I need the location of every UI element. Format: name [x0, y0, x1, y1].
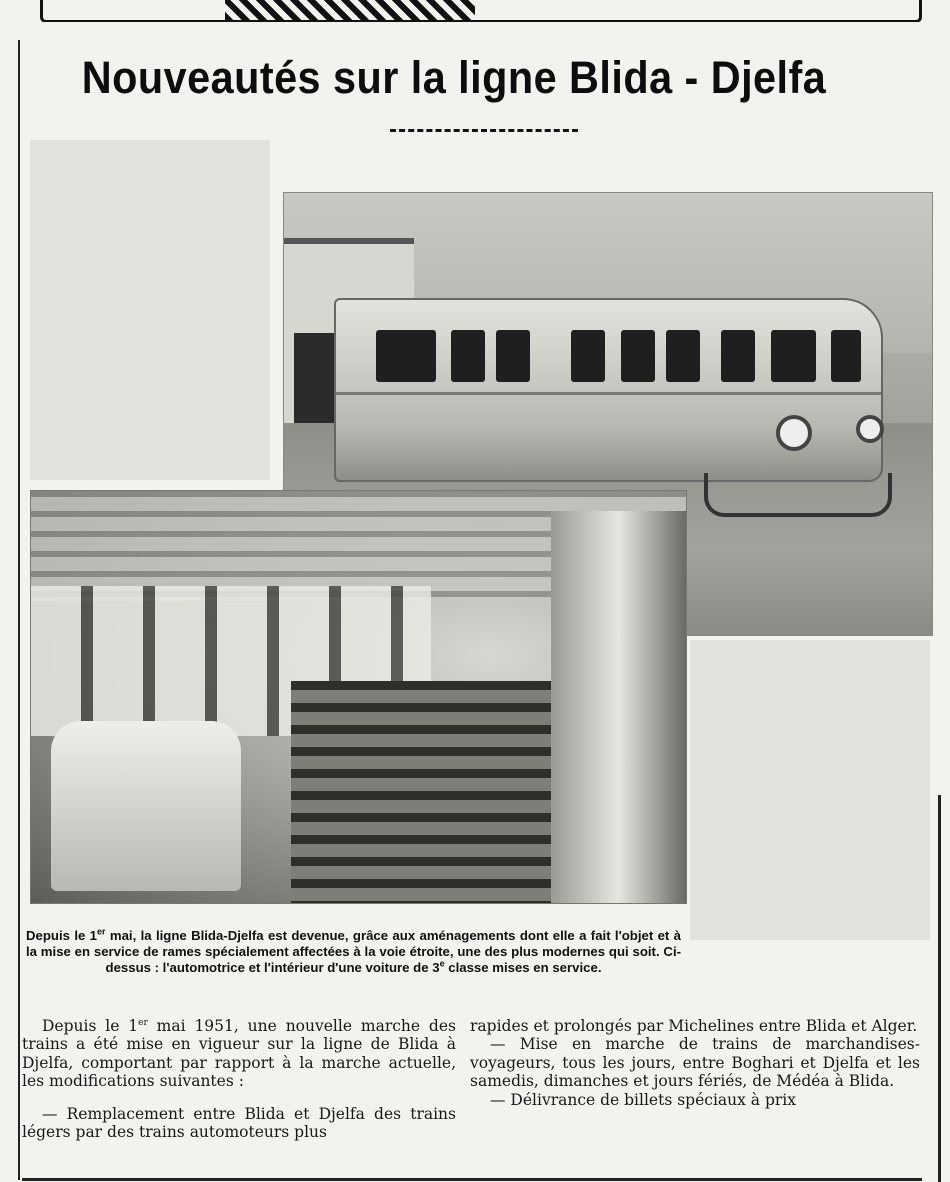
article-paragraph: — Remplacement entre Blida et Djelfa des trains légers par des trains automoteurs plus — [22, 1104, 456, 1142]
bottom-rule — [22, 1178, 922, 1181]
article-paragraph: rapides et prolongés par Michelines entre Blida et Alger. — [470, 1017, 918, 1035]
article-paragraph: Depuis le 1er mai 1951, une nouvelle marche des trains a été mise en vigueur sur la ligne de Blida à Djelfa, comportant par rapport à la marche actuelle, les modifications suivantes : — [22, 1017, 456, 1091]
photo-caption: Depuis le 1er mai, la ligne Blida-Djelfa est devenue, grâce aux aménagements dont elle a fait l'objet et à la mise en service de rames spécialement affectées à la voie étroite, une des plus modernes qui soit. Ci-dessus : l'automotrice et l'intérieur d'une voiture de 3e classe mises en service. — [26, 926, 681, 975]
column-rule-right — [938, 795, 941, 1182]
article-paragraph: — Délivrance de billets spéciaux à prix — [490, 1090, 796, 1109]
article-column-1 — [22, 1017, 456, 1141]
article-column-2 — [470, 1017, 920, 1109]
headline-underline — [390, 129, 578, 132]
third-class-interior-photo — [30, 490, 687, 904]
masthead-decoration — [0, 0, 950, 22]
bleed-through-text-right — [690, 640, 930, 940]
column-rule-left — [18, 40, 20, 1180]
headline: Nouveautés sur la ligne Blida - Djelfa — [81, 52, 827, 103]
bleed-through-text — [30, 140, 270, 480]
article-paragraph: — Mise en marche de trains de marchandises-voyageurs, tous les jours, entre Boghari et Djelfa et les samedis, dimanches et jours fériés, de Médéa à Blida. — [470, 1035, 920, 1091]
